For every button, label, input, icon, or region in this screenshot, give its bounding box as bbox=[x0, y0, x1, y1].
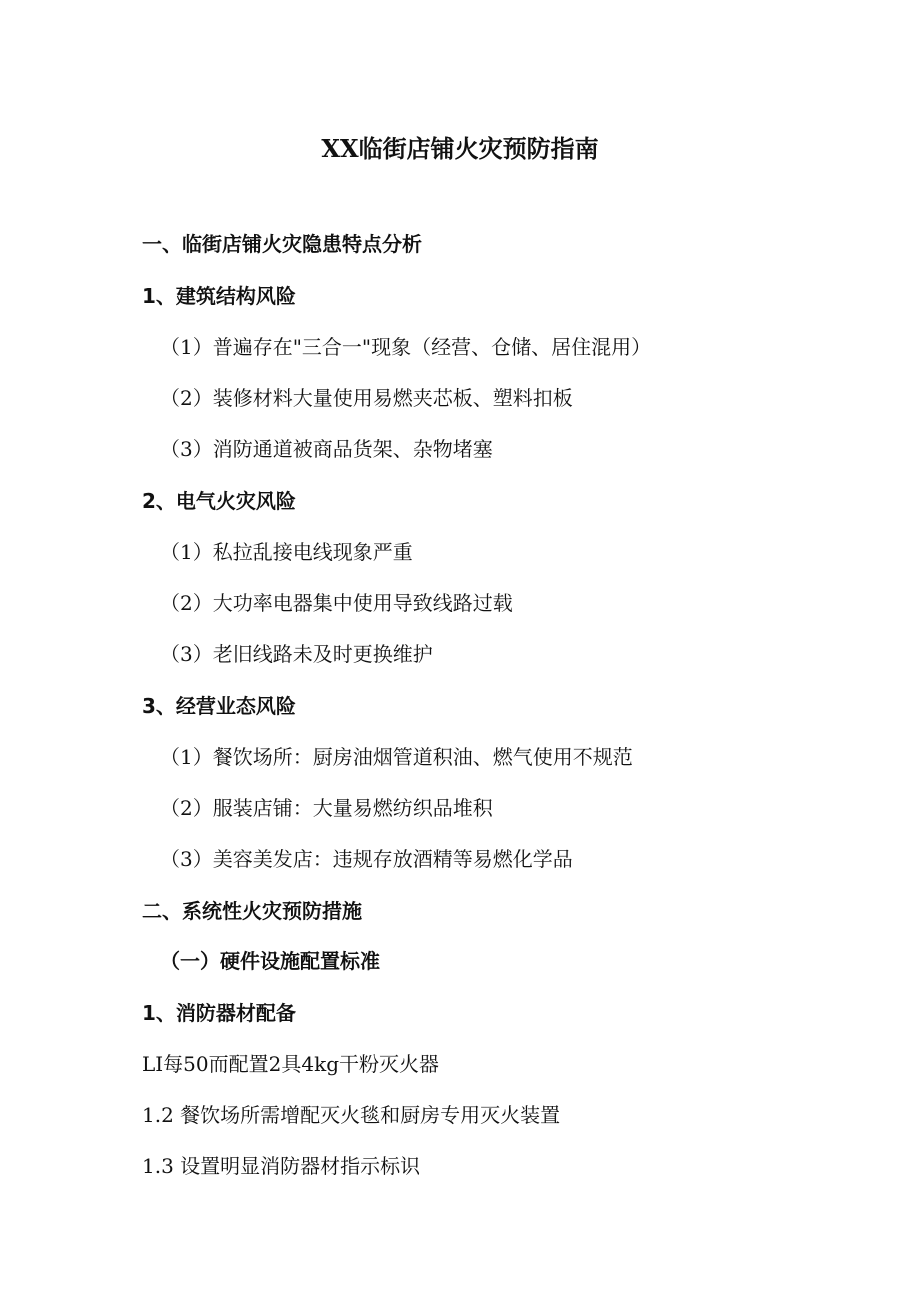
section-heading: 一、临街店铺火灾隐患特点分析 bbox=[142, 232, 422, 256]
list-item: LI每50而配置2具4kg干粉灭火器 bbox=[142, 1052, 440, 1076]
list-item: （3）美容美发店：违规存放酒精等易燃化学品 bbox=[160, 847, 573, 871]
list-item: （2）服装店铺：大量易燃纺织品堆积 bbox=[160, 796, 493, 820]
document-title: XX临街店铺火灾预防指南 bbox=[321, 134, 599, 163]
subsection-heading: 1、消防器材配备 bbox=[142, 1001, 296, 1025]
section-heading: 二、系统性火灾预防措施 bbox=[142, 899, 362, 923]
list-item: （2）装修材料大量使用易燃夹芯板、塑料扣板 bbox=[160, 386, 573, 410]
subsection-heading: 3、经营业态风险 bbox=[142, 694, 296, 718]
list-item: （3）老旧线路未及时更换维护 bbox=[160, 642, 433, 666]
list-item: 1.3 设置明显消防器材指示标识 bbox=[142, 1154, 421, 1178]
part-heading: （一）硬件设施配置标准 bbox=[160, 949, 380, 973]
subsection-heading: 2、电气火灾风险 bbox=[142, 489, 296, 513]
list-item: （1）普遍存在"三合一"现象（经营、仓储、居住混用） bbox=[160, 335, 652, 359]
subsection-heading: 1、建筑结构风险 bbox=[142, 284, 296, 308]
list-item: （1）餐饮场所：厨房油烟管道积油、燃气使用不规范 bbox=[160, 745, 633, 769]
list-item: （3）消防通道被商品货架、杂物堵塞 bbox=[160, 437, 493, 461]
list-item: （1）私拉乱接电线现象严重 bbox=[160, 540, 413, 564]
list-item: 1.2 餐饮场所需增配灭火毯和厨房专用灭火装置 bbox=[142, 1103, 561, 1127]
list-item: （2）大功率电器集中使用导致线路过载 bbox=[160, 591, 513, 615]
